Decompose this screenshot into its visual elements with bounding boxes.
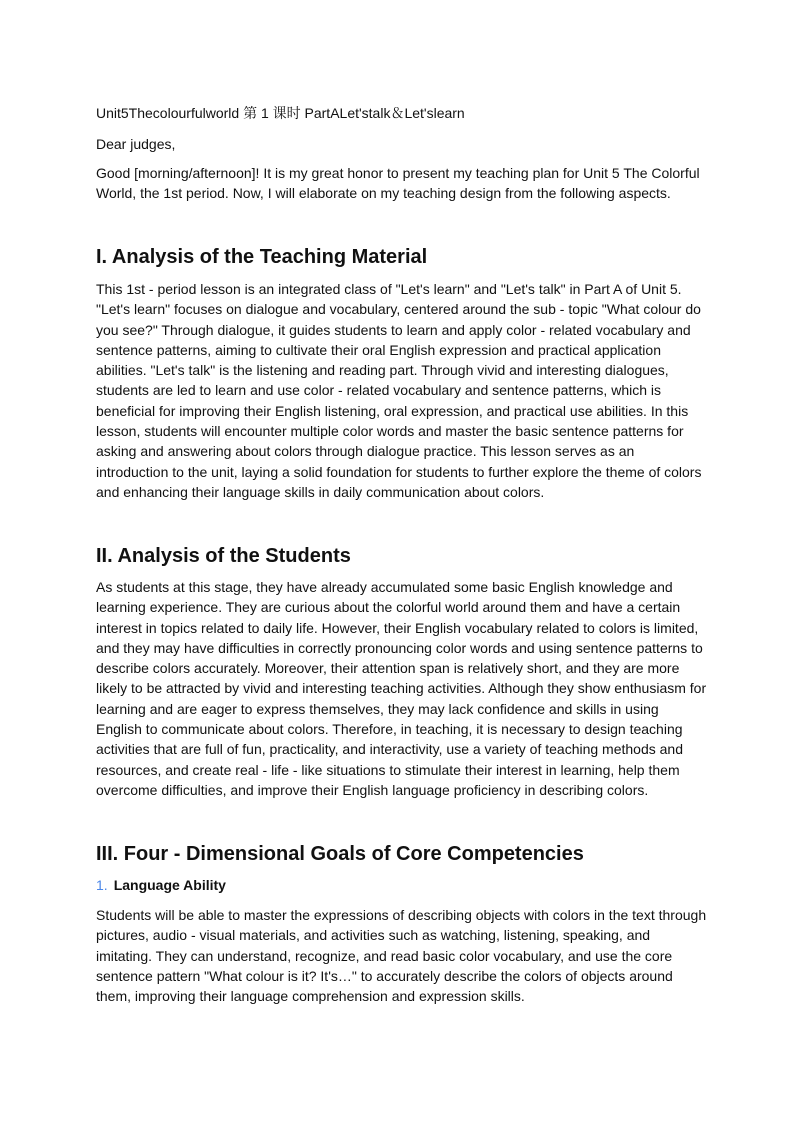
subsection-language-ability bbox=[96, 876, 226, 894]
section-heading-teaching-material: I. Analysis of the Teaching Material bbox=[96, 246, 428, 268]
section-heading-students: II. Analysis of the Students bbox=[96, 545, 351, 567]
intro-paragraph: Good [morning/afternoon]! It is my great honor to present my teaching plan for Unit 5 The Colorful World, the 1st period. Now, I will elaborate on my teaching design from the following aspects. bbox=[96, 165, 700, 202]
subsection-label: Language Ability bbox=[113, 877, 226, 893]
section-body-teaching-material: This 1st - period lesson is an integrated class of "Let's learn" and "Let's talk" in Part A of Unit 5. "Let's learn" focuses on dialogue and vocabulary, centered around the sub - topic "What colour do you see?" Through dialogue, it guides students to learn and apply color - related vocabulary and sentence patterns, aiming to cultivate their oral English expression and practical application abilities. "Let's talk" is the listening and reading part. Through vivid and interesting dialogues, students are led to learn and use color - related vocabulary and sentence patterns, which is beneficial for improving their English listening, oral expression, and practical use abilities. In this lesson, students will encounter multiple color words and master the basic sentence patterns for asking and answering about colors through dialogue practice. This lesson serves as an introduction to the unit, laying a solid foundation for students to further explore the theme of colors and enhancing their language skills in daily communication about colors. bbox=[96, 281, 702, 500]
subsection-number: 1. bbox=[96, 877, 108, 893]
section-heading-core-competencies: III. Four - Dimensional Goals of Core Competencies bbox=[96, 843, 584, 865]
salutation: Dear judges, bbox=[96, 136, 176, 152]
subsection-body-language-ability: Students will be able to master the expressions of describing objects with colors in the text through pictures, audio - visual materials, and activities such as watching, listening, speaking, and imitating. They can understand, recognize, and read basic color vocabulary, and use the core sentence pattern "What colour is it? It's…" to accurately describe the colors of objects around them, improving their language comprehension and expression skills. bbox=[96, 907, 707, 1005]
document-title: Unit5Thecolourfulworld 第 1 课时 PartALet'stalk＆Let'slearn bbox=[96, 105, 465, 121]
section-body-students: As students at this stage, they have already accumulated some basic English knowledge and learning experience. They are curious about the colorful world around them and have a certain interest in topics related to daily life. However, their English vocabulary related to colors is limited, and they may have difficulties in correctly pronouncing color words and using sentence patterns to describe colors accurately. Moreover, their attention span is relatively short, and they are more likely to be attracted by vivid and interesting teaching activities. Although they show enthusiasm for learning and are eager to express themselves, they may lack confidence and skills in using English to communicate about colors. Therefore, in teaching, it is necessary to design teaching activities that are full of fun, practicality, and interactivity, use a variety of teaching methods and resources, and create real - life - like situations to stimulate their interest in learning, help them overcome difficulties, and improve their English language proficiency in describing colors. bbox=[96, 579, 707, 798]
